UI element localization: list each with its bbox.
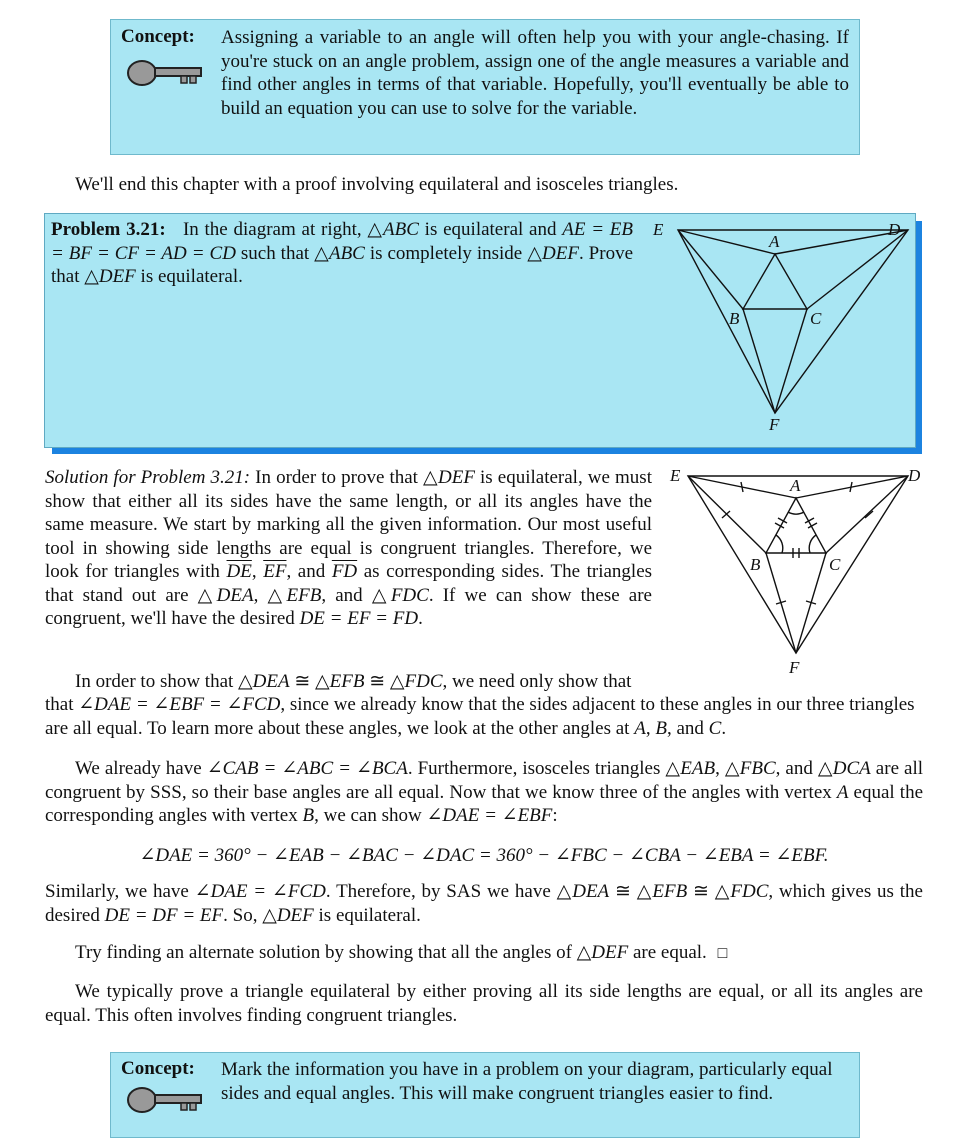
concept-text: Assigning a variable to an angle will often help you with your angle-chasing. If you're stuck on an angle problem, assign one of the angle measures a variable and find other angles in terms of that variable. Hopefully, you'll eventually be able to build an equation you can use to solve for the variable.: [221, 27, 849, 119]
problem-label: Problem 3.21:: [51, 219, 166, 240]
key-icon: [125, 1083, 207, 1117]
label-F: F: [769, 415, 780, 434]
label-D: D: [908, 466, 921, 485]
label-E: E: [653, 220, 664, 239]
solution-paragraph: In order to show that △DEA ≅ △EFB ≅ △FDC, we need only show that: [75, 671, 632, 692]
problem-box: [44, 213, 916, 448]
label-F: F: [789, 658, 800, 677]
intro-text: We'll end this chapter with a proof involving equilateral and isosceles triangles.: [75, 174, 679, 195]
qed-symbol: □: [717, 945, 728, 962]
label-B: B: [729, 309, 740, 328]
problem-diagram: [645, 214, 915, 447]
concept-label: Concept:: [121, 26, 195, 47]
label-B: B: [750, 555, 761, 574]
solution-paragraph: Similarly, we have ∠DAE = ∠FCD. Therefore, by SAS we have △DEA ≅ △EFB ≅ △FDC, which gives us the desired DE = DF = EF. So, △DEF is equilateral.: [45, 881, 923, 926]
solution-paragraph: that ∠DAE = ∠EBF = ∠FCD, since we already know that the sides adjacent to these angles in our three triangles are all equal. To learn more about these angles, we look at the other angles at A, B, and C.: [45, 694, 915, 739]
label-A: A: [790, 476, 801, 495]
equation: ∠DAE = 360° − ∠EAB − ∠BAC − ∠DAC = 360° − ∠FBC − ∠CBA − ∠EBA = ∠EBF.: [139, 845, 829, 866]
concept-text: Mark the information you have in a problem on your diagram, particularly equal sides and equal angles. This will make congruent triangles easier to find.: [221, 1059, 833, 1104]
solution-paragraph: Try finding an alternate solution by showing that all the angles of △DEF are equal. □: [75, 942, 728, 963]
label-D: D: [888, 220, 901, 239]
concept-box: [110, 1052, 860, 1138]
label-A: A: [769, 232, 780, 251]
concept-box: [110, 19, 860, 155]
key-icon: [125, 56, 207, 90]
label-C: C: [810, 309, 822, 328]
label-E: E: [670, 466, 681, 485]
solution-diagram: [668, 458, 938, 690]
closing-text: We typically prove a triangle equilateral by either proving all its side lengths are equal, or all its angles are equal. This often involves finding congruent triangles.: [45, 981, 923, 1026]
solution-paragraph: We already have ∠CAB = ∠ABC = ∠BCA. Furthermore, isosceles triangles △EAB, △FBC, and △DCA are all congruent by SSS, so their base angles are all equal. Now that we know three of the angles with vertex A equal the corresponding angles with vertex B, we can show ∠DAE = ∠EBF:: [45, 758, 924, 826]
label-C: C: [829, 555, 841, 574]
solution-paragraph: Solution for Problem 3.21: In order to prove that △DEF is equilateral, we must show that either all its sides have the same length, or all its angles have the same measure. We start by marking all the given information. Our most useful tool in showing side lengths are equal is congruent triangles. Therefore, we look for triangles with $\overline{DE}$, $\overline{EF}$, and $\overline{FD}$ as corresponding sides. The triangles that stand out are △DEA, △EFB, and △FDC. If we can show these are congruent, we'll have the desired DE = EF = FD.: [45, 467, 653, 629]
problem-statement: Problem 3.21: In the diagram at right, △ABC is equilateral and AE = EB = BF = CF = AD = CD such that △ABC is completely inside △DEF. Prove that △DEF is equilateral.: [51, 219, 634, 287]
solution-label: Solution for Problem 3.21:: [45, 467, 251, 488]
concept-label: Concept:: [121, 1058, 195, 1079]
